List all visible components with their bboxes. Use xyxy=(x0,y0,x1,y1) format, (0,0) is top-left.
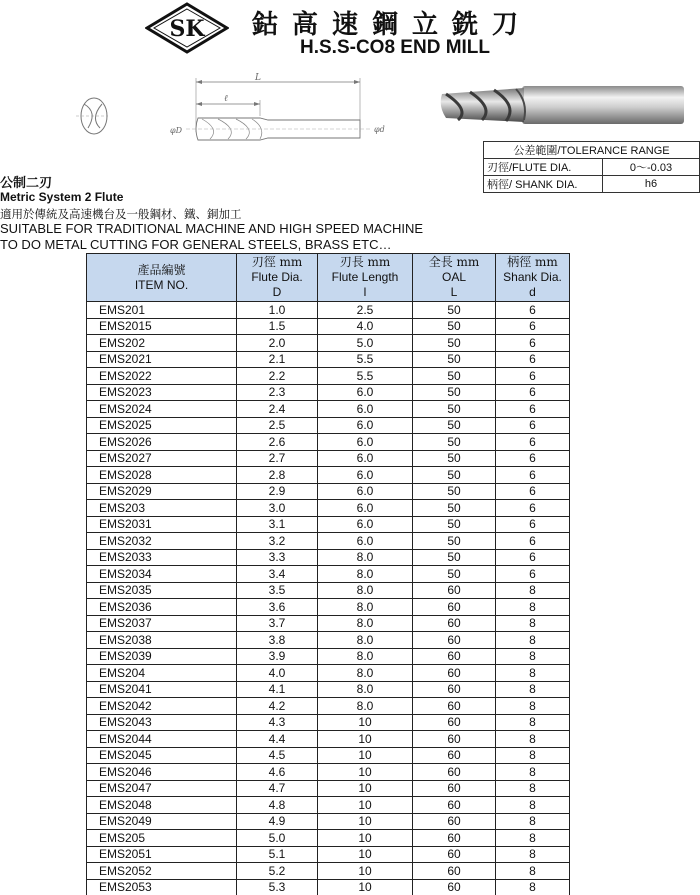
cell-oal: 50 xyxy=(413,483,496,500)
cell-oal: 60 xyxy=(413,879,496,895)
cell-flute-length: 2.5 xyxy=(318,302,413,319)
tolerance-row-flute xyxy=(484,159,700,176)
cell-shank-dia: 8 xyxy=(496,879,570,895)
cell-flute-dia: 4.6 xyxy=(237,764,318,781)
table-row xyxy=(87,665,570,682)
column-header-shank-dia xyxy=(496,254,570,302)
cell-flute-dia: 2.4 xyxy=(237,401,318,418)
table-row xyxy=(87,830,570,847)
spec-table-header-row xyxy=(87,254,570,302)
cell-item-no: EMS2027 xyxy=(87,450,237,467)
table-row xyxy=(87,582,570,599)
cell-flute-length: 8.0 xyxy=(318,632,413,649)
tolerance-header: 公差範圍/TOLERANCE RANGE xyxy=(484,142,700,159)
cell-shank-dia: 8 xyxy=(496,846,570,863)
cell-shank-dia: 8 xyxy=(496,681,570,698)
cell-oal: 50 xyxy=(413,450,496,467)
cell-oal: 60 xyxy=(413,863,496,880)
cell-item-no: EMS2028 xyxy=(87,467,237,484)
cell-oal: 50 xyxy=(413,302,496,319)
cell-flute-length: 10 xyxy=(318,780,413,797)
cell-flute-dia: 4.8 xyxy=(237,797,318,814)
cell-flute-dia: 2.7 xyxy=(237,450,318,467)
cell-flute-dia: 3.9 xyxy=(237,648,318,665)
cell-flute-dia: 1.5 xyxy=(237,318,318,335)
cell-item-no: EMS2043 xyxy=(87,714,237,731)
cell-item-no: EMS2044 xyxy=(87,731,237,748)
column-header-symbol: D xyxy=(272,285,282,299)
cell-flute-dia: 5.0 xyxy=(237,830,318,847)
table-row xyxy=(87,450,570,467)
cell-shank-dia: 8 xyxy=(496,599,570,616)
cell-flute-dia: 3.8 xyxy=(237,632,318,649)
cell-shank-dia: 6 xyxy=(496,483,570,500)
cell-flute-length: 6.0 xyxy=(318,384,413,401)
cell-flute-length: 8.0 xyxy=(318,648,413,665)
tolerance-table xyxy=(483,141,700,193)
cell-flute-length: 4.0 xyxy=(318,318,413,335)
table-row xyxy=(87,780,570,797)
cell-flute-length: 6.0 xyxy=(318,434,413,451)
cell-flute-dia: 2.2 xyxy=(237,368,318,385)
tolerance-label: 柄徑/ SHANK DIA. xyxy=(484,176,603,193)
cell-flute-dia: 3.1 xyxy=(237,516,318,533)
cell-oal: 50 xyxy=(413,434,496,451)
cell-oal: 60 xyxy=(413,599,496,616)
column-header-symbol: d xyxy=(529,285,536,299)
logo-diamond xyxy=(145,2,229,54)
cell-oal: 50 xyxy=(413,533,496,550)
cell-item-no: EMS202 xyxy=(87,335,237,352)
table-row xyxy=(87,747,570,764)
table-row xyxy=(87,731,570,748)
table-row xyxy=(87,549,570,566)
cell-oal: 50 xyxy=(413,549,496,566)
cell-shank-dia: 8 xyxy=(496,698,570,715)
cell-flute-length: 6.0 xyxy=(318,500,413,517)
cell-item-no: EMS2038 xyxy=(87,632,237,649)
cell-item-no: EMS2053 xyxy=(87,879,237,895)
table-row xyxy=(87,879,570,895)
cell-item-no: EMS2029 xyxy=(87,483,237,500)
cell-oal: 50 xyxy=(413,417,496,434)
column-header-cn: 柄徑 mm xyxy=(507,255,558,269)
cell-oal: 60 xyxy=(413,764,496,781)
table-row xyxy=(87,302,570,319)
cell-flute-dia: 4.1 xyxy=(237,681,318,698)
cell-item-no: EMS2047 xyxy=(87,780,237,797)
section-heading-english: Metric System 2 Flute xyxy=(0,190,124,204)
cell-flute-length: 6.0 xyxy=(318,401,413,418)
cell-oal: 50 xyxy=(413,516,496,533)
table-row xyxy=(87,500,570,517)
cell-shank-dia: 8 xyxy=(496,714,570,731)
cell-item-no: EMS2039 xyxy=(87,648,237,665)
cell-shank-dia: 8 xyxy=(496,764,570,781)
column-header-cn: 產品編號 xyxy=(137,262,186,277)
cell-item-no: EMS2046 xyxy=(87,764,237,781)
cell-flute-length: 10 xyxy=(318,731,413,748)
cell-shank-dia: 6 xyxy=(496,549,570,566)
cell-item-no: EMS2023 xyxy=(87,384,237,401)
cell-shank-dia: 6 xyxy=(496,516,570,533)
cell-item-no: EMS2034 xyxy=(87,566,237,583)
page-title-english: H.S.S-CO8 END MILL xyxy=(300,37,491,58)
table-row xyxy=(87,335,570,352)
table-row xyxy=(87,615,570,632)
cell-oal: 60 xyxy=(413,830,496,847)
column-header-en: Flute Dia. xyxy=(251,270,303,284)
cell-item-no: EMS201 xyxy=(87,302,237,319)
cell-item-no: EMS204 xyxy=(87,665,237,682)
table-row xyxy=(87,599,570,616)
cell-item-no: EMS2041 xyxy=(87,681,237,698)
cell-shank-dia: 8 xyxy=(496,731,570,748)
column-header-flute-length xyxy=(318,254,413,302)
description-chinese: 適用於傳統及高速機台及一般鋼材、鐵、銅加工 xyxy=(0,207,242,221)
cell-flute-length: 8.0 xyxy=(318,681,413,698)
spec-table xyxy=(86,253,570,895)
table-row xyxy=(87,516,570,533)
cell-flute-length: 5.5 xyxy=(318,368,413,385)
column-header-symbol: l xyxy=(363,285,367,299)
cell-item-no: EMS2042 xyxy=(87,698,237,715)
column-header-cn: 刃徑 mm xyxy=(251,255,303,269)
cell-flute-length: 8.0 xyxy=(318,549,413,566)
label-shank-diameter: φd xyxy=(374,125,385,134)
cell-flute-length: 10 xyxy=(318,879,413,895)
cell-flute-dia: 4.7 xyxy=(237,780,318,797)
tolerance-value: h6 xyxy=(603,176,700,193)
table-row xyxy=(87,417,570,434)
table-row xyxy=(87,648,570,665)
cell-shank-dia: 6 xyxy=(496,450,570,467)
cell-flute-dia: 3.0 xyxy=(237,500,318,517)
cell-shank-dia: 6 xyxy=(496,417,570,434)
cell-flute-length: 8.0 xyxy=(318,566,413,583)
cell-flute-dia: 3.4 xyxy=(237,566,318,583)
cell-flute-dia: 4.4 xyxy=(237,731,318,748)
cell-flute-dia: 4.0 xyxy=(237,665,318,682)
table-row xyxy=(87,632,570,649)
cell-shank-dia: 6 xyxy=(496,566,570,583)
table-row xyxy=(87,368,570,385)
cell-item-no: EMS2052 xyxy=(87,863,237,880)
cell-shank-dia: 6 xyxy=(496,434,570,451)
cell-oal: 60 xyxy=(413,681,496,698)
cell-flute-dia: 2.8 xyxy=(237,467,318,484)
cell-oal: 50 xyxy=(413,318,496,335)
cell-oal: 50 xyxy=(413,467,496,484)
column-header-item-no xyxy=(87,254,237,302)
cell-oal: 50 xyxy=(413,335,496,352)
cell-flute-length: 10 xyxy=(318,797,413,814)
cell-item-no: EMS2036 xyxy=(87,599,237,616)
cell-item-no: EMS2021 xyxy=(87,351,237,368)
cell-shank-dia: 8 xyxy=(496,632,570,649)
cell-item-no: EMS2022 xyxy=(87,368,237,385)
label-flute-length: ℓ xyxy=(224,94,228,104)
cell-flute-dia: 1.0 xyxy=(237,302,318,319)
table-row xyxy=(87,384,570,401)
table-row xyxy=(87,566,570,583)
cell-oal: 50 xyxy=(413,566,496,583)
cell-oal: 50 xyxy=(413,500,496,517)
table-row xyxy=(87,714,570,731)
end-mill-product-photo xyxy=(436,80,688,130)
cell-flute-length: 10 xyxy=(318,830,413,847)
table-row xyxy=(87,434,570,451)
cell-oal: 50 xyxy=(413,384,496,401)
label-overall-length: L xyxy=(255,73,261,83)
cell-flute-dia: 2.6 xyxy=(237,434,318,451)
cell-item-no: EMS2045 xyxy=(87,747,237,764)
cell-shank-dia: 8 xyxy=(496,665,570,682)
logo-text: SK xyxy=(169,16,205,42)
cell-item-no: EMS2015 xyxy=(87,318,237,335)
cell-flute-length: 10 xyxy=(318,846,413,863)
cell-flute-length: 8.0 xyxy=(318,665,413,682)
cell-shank-dia: 8 xyxy=(496,830,570,847)
cell-flute-dia: 5.1 xyxy=(237,846,318,863)
cell-flute-length: 10 xyxy=(318,813,413,830)
cell-oal: 60 xyxy=(413,714,496,731)
cell-item-no: EMS205 xyxy=(87,830,237,847)
cell-oal: 50 xyxy=(413,368,496,385)
cell-flute-length: 5.5 xyxy=(318,351,413,368)
cell-shank-dia: 6 xyxy=(496,302,570,319)
cell-flute-length: 10 xyxy=(318,863,413,880)
cell-oal: 60 xyxy=(413,846,496,863)
column-header-cn: 全長 mm xyxy=(428,255,480,269)
column-header-en: Shank Dia. xyxy=(503,270,562,284)
column-header-symbol: L xyxy=(450,285,458,299)
cell-flute-length: 8.0 xyxy=(318,698,413,715)
cell-shank-dia: 8 xyxy=(496,582,570,599)
cell-item-no: EMS2026 xyxy=(87,434,237,451)
cell-oal: 60 xyxy=(413,648,496,665)
table-row xyxy=(87,797,570,814)
end-view-drawing xyxy=(74,94,110,138)
description-english-line1: SUITABLE FOR TRADITIONAL MACHINE AND HIGH SPEED MACHINE xyxy=(0,221,424,236)
cell-shank-dia: 8 xyxy=(496,797,570,814)
cell-flute-dia: 3.3 xyxy=(237,549,318,566)
cell-oal: 60 xyxy=(413,632,496,649)
cell-shank-dia: 8 xyxy=(496,747,570,764)
cell-oal: 50 xyxy=(413,401,496,418)
cell-flute-dia: 2.9 xyxy=(237,483,318,500)
cell-item-no: EMS2048 xyxy=(87,797,237,814)
tolerance-label: 刃徑/FLUTE DIA. xyxy=(484,159,603,176)
cell-flute-dia: 2.0 xyxy=(237,335,318,352)
table-row xyxy=(87,533,570,550)
tolerance-row-shank xyxy=(484,176,700,193)
cell-item-no: EMS2035 xyxy=(87,582,237,599)
cell-flute-dia: 3.2 xyxy=(237,533,318,550)
cell-item-no: EMS203 xyxy=(87,500,237,517)
table-row xyxy=(87,318,570,335)
cell-oal: 60 xyxy=(413,797,496,814)
table-row xyxy=(87,846,570,863)
cell-oal: 60 xyxy=(413,582,496,599)
cell-shank-dia: 6 xyxy=(496,500,570,517)
cell-flute-dia: 3.5 xyxy=(237,582,318,599)
column-header-en: Flute Length xyxy=(331,270,399,284)
cell-shank-dia: 6 xyxy=(496,318,570,335)
cell-flute-dia: 3.6 xyxy=(237,599,318,616)
cell-shank-dia: 8 xyxy=(496,813,570,830)
cell-oal: 60 xyxy=(413,747,496,764)
cell-flute-length: 5.0 xyxy=(318,335,413,352)
cell-flute-length: 6.0 xyxy=(318,483,413,500)
cell-shank-dia: 8 xyxy=(496,648,570,665)
cell-flute-length: 10 xyxy=(318,764,413,781)
cell-flute-length: 8.0 xyxy=(318,615,413,632)
table-row xyxy=(87,863,570,880)
cell-flute-length: 8.0 xyxy=(318,582,413,599)
cell-shank-dia: 6 xyxy=(496,401,570,418)
cell-shank-dia: 6 xyxy=(496,335,570,352)
cell-flute-dia: 4.5 xyxy=(237,747,318,764)
table-row xyxy=(87,681,570,698)
spec-table-body xyxy=(87,302,570,895)
cell-oal: 60 xyxy=(413,665,496,682)
column-header-en: ITEM NO. xyxy=(134,277,189,292)
cell-shank-dia: 6 xyxy=(496,533,570,550)
cell-shank-dia: 6 xyxy=(496,351,570,368)
cell-flute-length: 6.0 xyxy=(318,533,413,550)
description-english-line2: TO DO METAL CUTTING FOR GENERAL STEELS, BRASS ETC… xyxy=(0,237,392,252)
table-row xyxy=(87,467,570,484)
brand-logo xyxy=(145,2,229,54)
cell-oal: 60 xyxy=(413,813,496,830)
cell-item-no: EMS2051 xyxy=(87,846,237,863)
cell-oal: 60 xyxy=(413,780,496,797)
cell-item-no: EMS2025 xyxy=(87,417,237,434)
cell-flute-dia: 2.5 xyxy=(237,417,318,434)
cell-flute-length: 6.0 xyxy=(318,467,413,484)
cell-flute-length: 8.0 xyxy=(318,599,413,616)
cell-shank-dia: 6 xyxy=(496,467,570,484)
cell-shank-dia: 6 xyxy=(496,368,570,385)
cell-item-no: EMS2032 xyxy=(87,533,237,550)
cell-flute-length: 10 xyxy=(318,747,413,764)
table-row xyxy=(87,401,570,418)
cell-flute-dia: 4.9 xyxy=(237,813,318,830)
column-header-en: OAL xyxy=(441,270,466,284)
cell-item-no: EMS2049 xyxy=(87,813,237,830)
cell-item-no: EMS2031 xyxy=(87,516,237,533)
cell-flute-dia: 4.3 xyxy=(237,714,318,731)
cell-oal: 60 xyxy=(413,731,496,748)
cell-flute-dia: 5.3 xyxy=(237,879,318,895)
tolerance-header-row xyxy=(484,142,700,159)
column-header-oal xyxy=(413,254,496,302)
cell-flute-length: 6.0 xyxy=(318,417,413,434)
column-header-flute-dia xyxy=(237,254,318,302)
table-row xyxy=(87,698,570,715)
table-row xyxy=(87,351,570,368)
cell-oal: 50 xyxy=(413,351,496,368)
cell-flute-length: 6.0 xyxy=(318,516,413,533)
table-row xyxy=(87,813,570,830)
cell-shank-dia: 6 xyxy=(496,384,570,401)
cell-oal: 60 xyxy=(413,615,496,632)
cell-flute-dia: 5.2 xyxy=(237,863,318,880)
cell-flute-dia: 2.1 xyxy=(237,351,318,368)
cell-flute-dia: 3.7 xyxy=(237,615,318,632)
page-title-chinese: 鈷高速鋼立銑刀 xyxy=(252,10,533,40)
table-row xyxy=(87,764,570,781)
cell-oal: 60 xyxy=(413,698,496,715)
cell-flute-dia: 2.3 xyxy=(237,384,318,401)
end-mill-technical-drawing xyxy=(160,72,400,152)
cell-shank-dia: 8 xyxy=(496,780,570,797)
cell-item-no: EMS2033 xyxy=(87,549,237,566)
cell-item-no: EMS2024 xyxy=(87,401,237,418)
label-flute-diameter: φD xyxy=(170,126,183,135)
tolerance-value: 0～-0.03 xyxy=(603,159,700,176)
cell-item-no: EMS2037 xyxy=(87,615,237,632)
section-heading-chinese: 公制二刃 xyxy=(0,176,53,191)
cell-flute-dia: 4.2 xyxy=(237,698,318,715)
table-row xyxy=(87,483,570,500)
cell-shank-dia: 8 xyxy=(496,863,570,880)
cell-shank-dia: 8 xyxy=(496,615,570,632)
cell-flute-length: 10 xyxy=(318,714,413,731)
column-header-cn: 刃長 mm xyxy=(339,255,391,269)
cell-flute-length: 6.0 xyxy=(318,450,413,467)
